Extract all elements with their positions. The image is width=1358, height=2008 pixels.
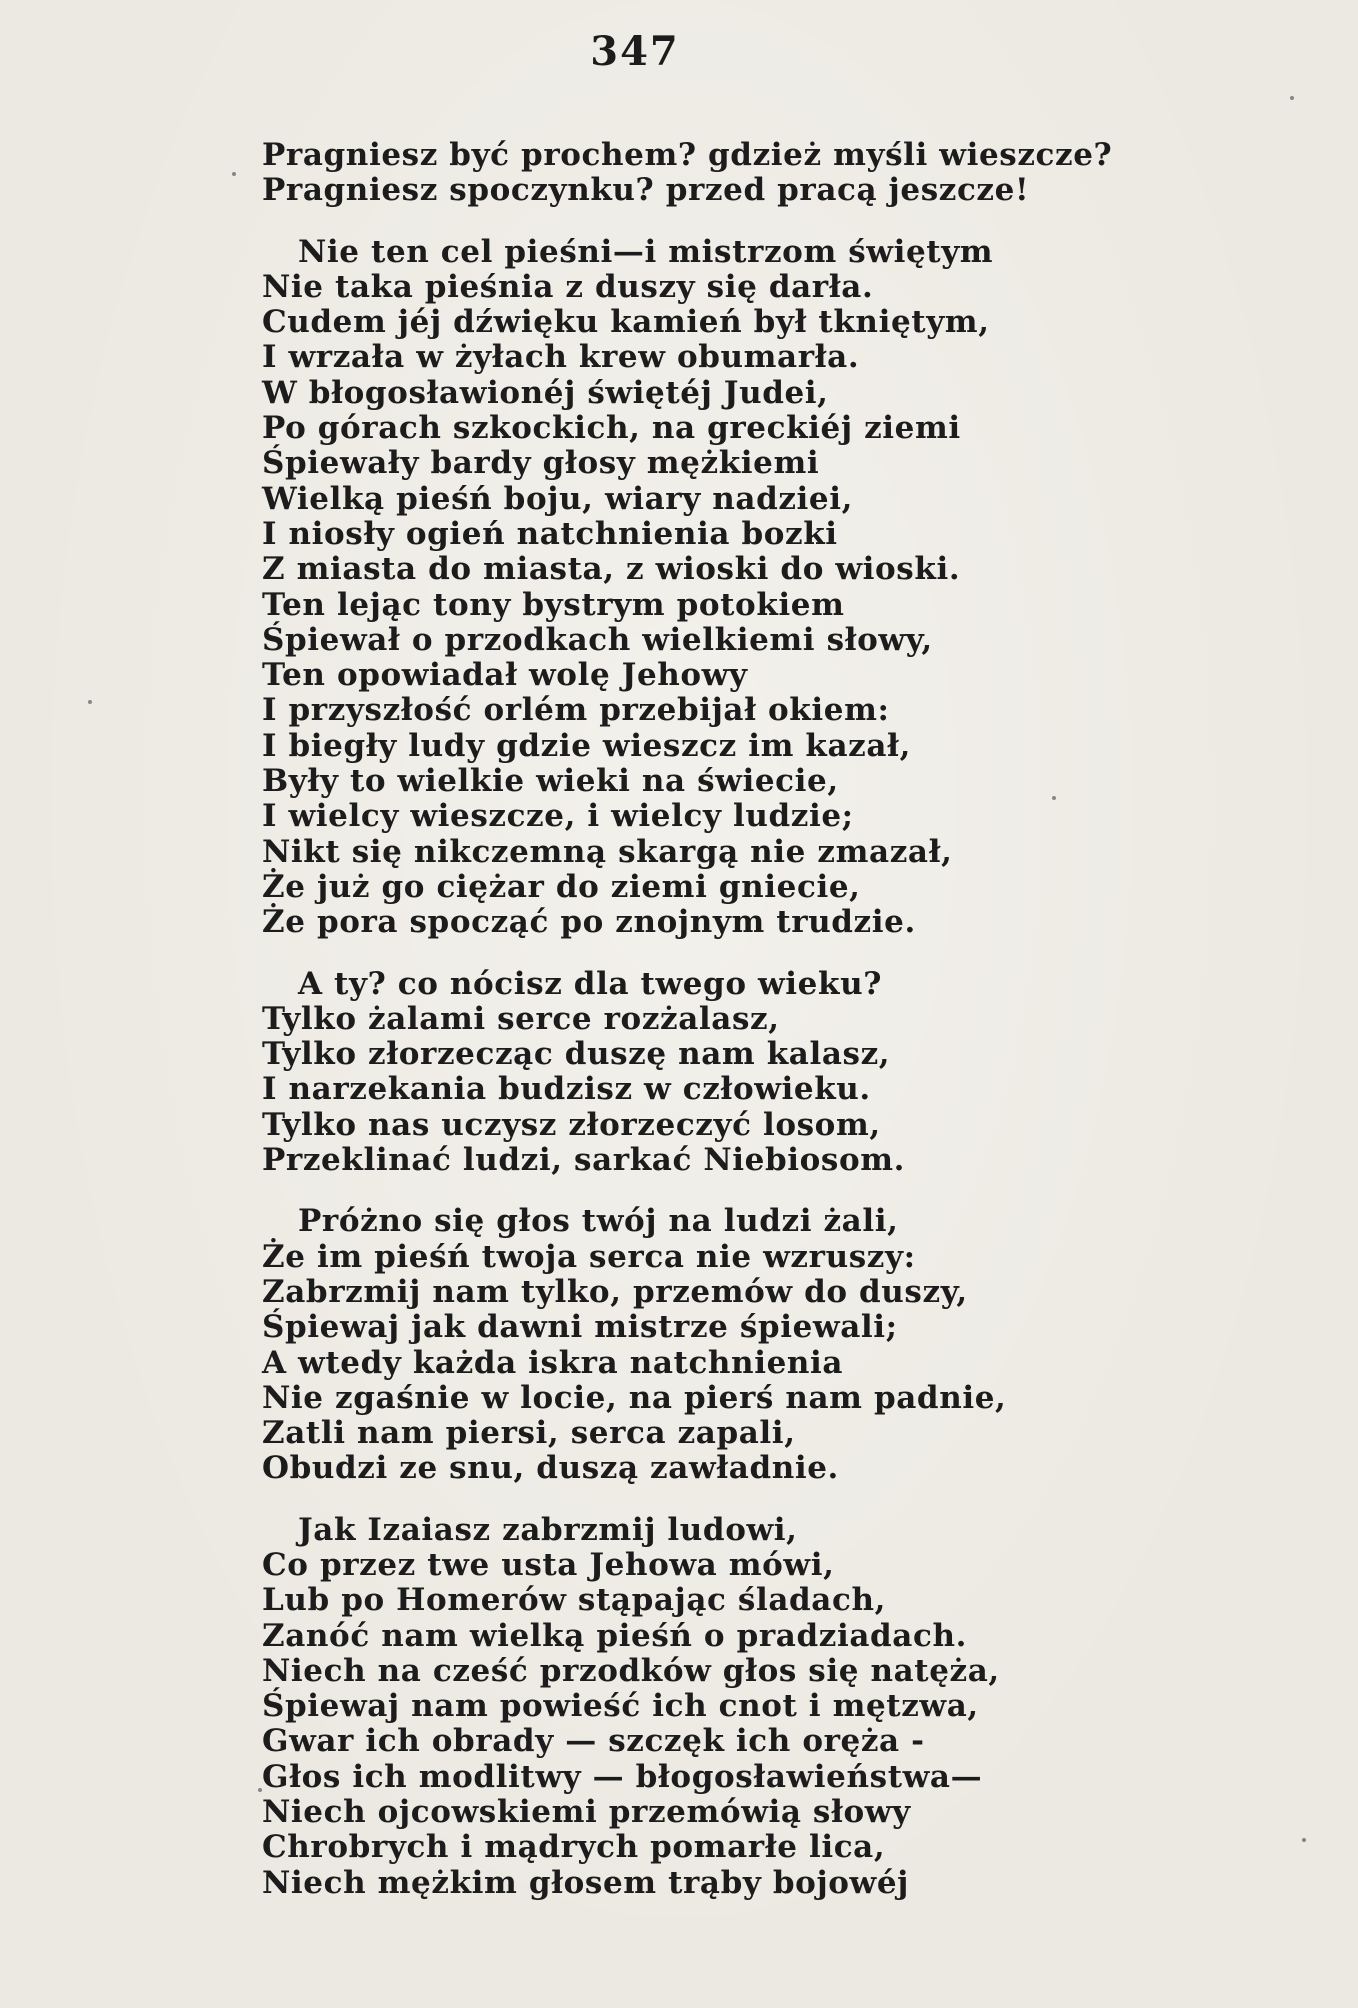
stanza-1 (262, 138, 1282, 209)
poem-line: Że pora spocząć po znojnym trudzie. (262, 904, 916, 941)
poem-line: Nikt się nikczemną skargą nie zmazał, (262, 833, 953, 870)
poem-line: Tylko nas uczysz złorzeczyć losom, (262, 1106, 881, 1143)
poem-line: Że już go ciężar do ziemi gniecie, (262, 868, 861, 905)
poem-line: I wrzała w żyłach krew obumarła. (262, 339, 860, 376)
poem-line: Cudem jéj dźwięku kamień był tkniętym, (262, 304, 990, 341)
poem-body (262, 138, 1282, 1927)
poem-line: A ty? co nócisz dla twego wieku? (298, 965, 882, 1002)
poem-line: Zatli nam piersi, serca zapali, (262, 1415, 796, 1452)
poem-line: Niech mężkim głosem trąby bojowéj (262, 1864, 909, 1901)
poem-line: Wielką pieśń boju, wiary nadziei, (262, 480, 854, 517)
page-number: 347 (590, 28, 680, 75)
poem-line: I przyszłość orlém przebijał okiem: (262, 692, 890, 729)
poem-line: Głos ich modlitwy — błogosławieństwa— (262, 1758, 983, 1795)
stanza-5 (262, 1513, 1282, 1901)
paper-speck (258, 1788, 262, 1792)
poem-line: Śpiewał o przodkach wielkiemi słowy, (262, 621, 933, 658)
poem-line: Jak Izaiasz zabrzmij ludowi, (298, 1511, 798, 1548)
poem-line: Niech ojcowskiemi przemówią słowy (262, 1794, 911, 1831)
poem-line: Nie taka pieśnia z duszy się darła. (262, 268, 874, 305)
paper-speck (1290, 96, 1294, 100)
poem-line: Zabrzmij nam tylko, przemów do duszy, (262, 1273, 968, 1310)
poem-line: I biegły ludy gdzie wieszcz im kazał, (262, 727, 911, 764)
poem-line: Chrobrych i mądrych pomarłe lica, (262, 1829, 886, 1866)
paper-speck (88, 700, 92, 704)
poem-line: Gwar ich obrady — szczęk ich oręża - (262, 1723, 925, 1760)
paper-speck (232, 172, 236, 176)
poem-line: Pragniesz być prochem? gdzież myśli wieszcze? (262, 137, 1113, 173)
poem-line: Nie zgaśnie w locie, na pierś nam padnie, (262, 1379, 1007, 1416)
paper-speck (1302, 1838, 1306, 1842)
poem-line: I wielcy wieszcze, i wielcy ludzie; (262, 798, 854, 835)
poem-line: Tylko złorzecząc duszę nam kalasz, (262, 1036, 891, 1073)
poem-line: Ten lejąc tony bystrym potokiem (262, 586, 845, 623)
poem-line: I niosły ogień natchnienia bozki (262, 515, 838, 552)
poem-line: Próżno się głos twój na ludzi żali, (298, 1203, 899, 1240)
poem-line: Z miasta do miasta, z wioski do wioski. (262, 551, 961, 588)
poem-line: Śpiewaj jak dawni mistrze śpiewali; (262, 1309, 898, 1346)
poem-line: W błogosławionéj świętéj Judei, (262, 374, 829, 411)
poem-line: Śpiewały bardy głosy mężkiemi (262, 445, 820, 482)
poem-line: Po górach szkockich, na greckiéj ziemi (262, 410, 961, 447)
poem-line: Przeklinać ludzi, sarkać Niebiosom. (262, 1142, 906, 1179)
poem-line: Co przez twe usta Jehowa mówi, (262, 1546, 835, 1583)
poem-line: Niech na cześć przodków głos się natęża, (262, 1652, 1000, 1689)
poem-line: Zanóć nam wielką pieśń o pradziadach. (262, 1617, 967, 1654)
poem-line: A wtedy każda iskra natchnienia (262, 1344, 844, 1381)
poem-line: Ten opowiadał wolę Jehowy (262, 657, 748, 694)
poem-line: Były to wielkie wieki na świecie, (262, 763, 839, 800)
poem-line: Lub po Homerów stąpając śladach, (262, 1582, 887, 1619)
poem-line: Nie ten cel pieśni—i mistrzom świętym (298, 233, 994, 270)
paper-speck (1052, 796, 1056, 800)
stanza-3 (262, 967, 1282, 1179)
poem-line: I narzekania budzisz w człowieku. (262, 1071, 871, 1108)
stanza-4 (262, 1204, 1282, 1486)
poem-line: Że im pieśń twoja serca nie wzruszy: (262, 1238, 916, 1275)
poem-line: Obudzi ze snu, duszą zawładnie. (262, 1450, 839, 1487)
poem-line: Pragniesz spoczynku? przed pracą jeszcze! (262, 172, 1030, 209)
poem-line: Śpiewaj nam powieść ich cnot i mętzwa, (262, 1688, 979, 1725)
stanza-2 (262, 235, 1282, 941)
poem-line: Tylko żalami serce rozżalasz, (262, 1000, 780, 1037)
